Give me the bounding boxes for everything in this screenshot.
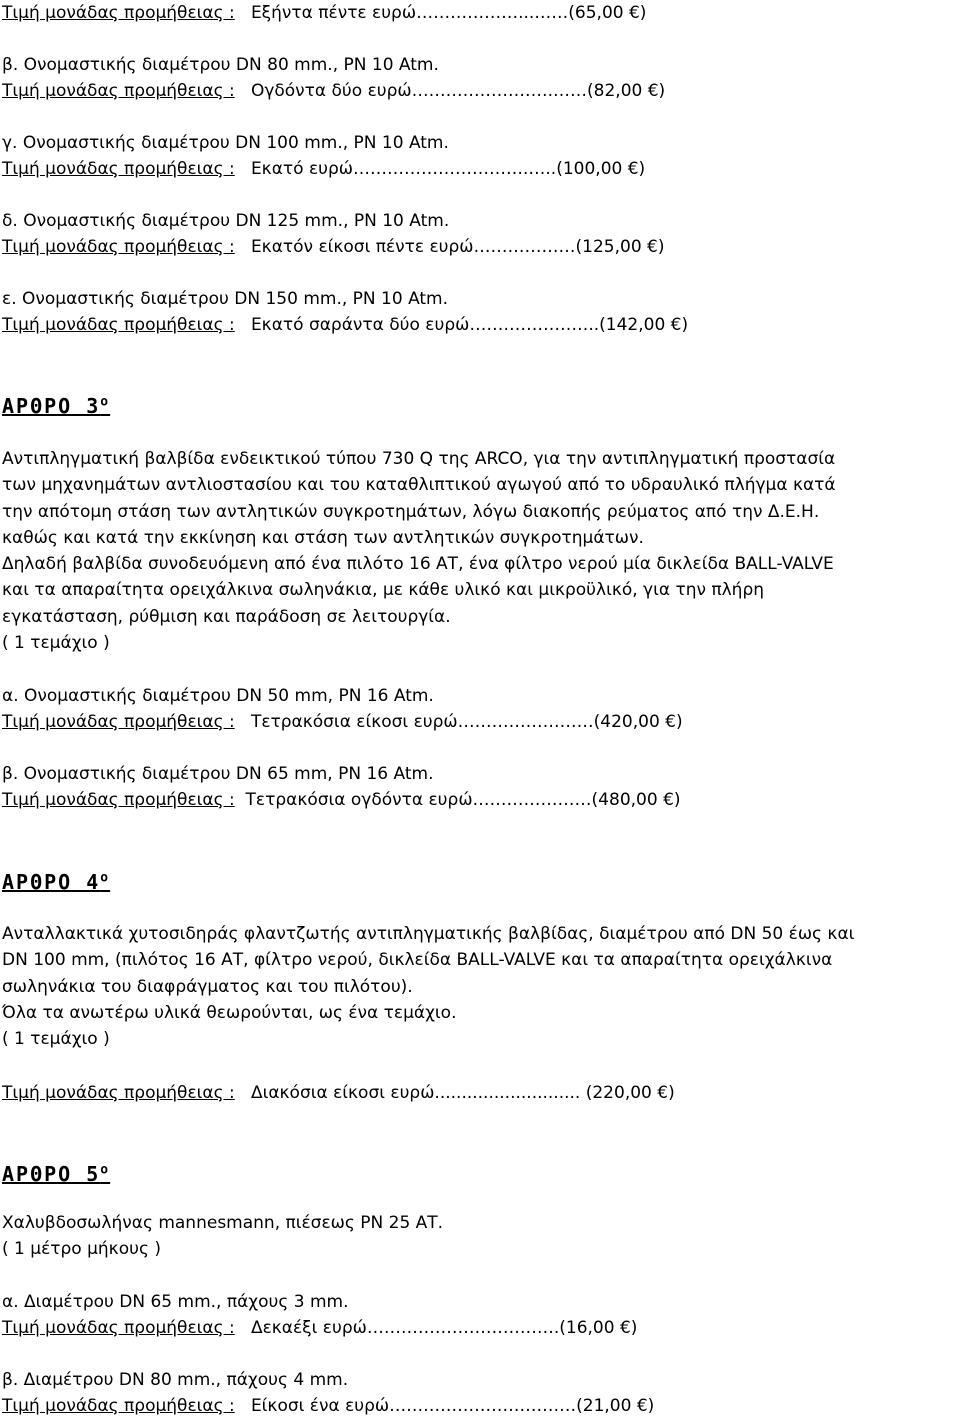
price-line [2,1318,637,1338]
price-text: Δεκαέξι ευρώ…………………………….(16,00 €) [250,1318,638,1338]
item-description: α. Ονομαστικής διαμέτρου DN 50 mm, PN 16 Atm. [2,686,434,706]
article-3-heading-text: ΑΡΘΡΟ $3^o$ [2,393,111,418]
item-description: γ. Ονομαστικής διαμέτρου DN 100 mm., PN 10 Atm. [2,133,449,153]
price-text: Τετρακόσια είκοσι ευρώ……………………(420,00 €) [250,712,683,732]
price-line [2,3,646,23]
item-description: δ. Ονομαστικής διαμέτρου DN 125 mm., PN 10 Atm. [2,211,450,231]
unit-price-label: Τιμή μονάδας προμήθειας : [2,1083,235,1103]
text-line: των μηχανημάτων αντλιοστασίου και του καταθλιπτικού αγωγού από το υδραυλικό πλήγμα κατά [2,475,836,496]
article-3-text [2,446,957,656]
unit-price-label: Τιμή μονάδας προμήθειας : [2,1396,235,1416]
item-description: ε. Ονομαστικής διαμέτρου DN 150 mm., PN 10 Atm. [2,289,449,309]
price-line [2,1083,675,1103]
text-line: Δηλαδή βαλβίδα συνοδευόμενη από ένα πιλότο 16 ΑΤ, ένα φίλτρο νερού μία δικλείδα BALL-VALVE [2,554,834,575]
price-text: Εκατόν είκοσι πέντε ευρώ………………(125,00 €) [250,237,665,257]
article-5-text [2,1210,957,1263]
text-line: Χαλυβδοσωλήνας mannesmann, πιέσεως ΡΝ 25 ΑΤ. [2,1213,444,1233]
text-line: Ανταλλακτικά χυτοσιδηράς φλαντζωτής αντιπληγματικής βαλβίδας, διαμέτρου από DN 50 έως και [2,924,855,944]
article-4-heading-text: ΑΡΘΡΟ $4^o$ [2,869,111,894]
article-3-heading [2,392,110,416]
unit-price-label: Τιμή μονάδας προμήθειας : [2,712,235,732]
price-line [2,1396,654,1416]
article-5-heading-text: ΑΡΘΡΟ $5^o$ [2,1161,111,1186]
text-line: εγκατάσταση, ρύθμιση και παράδοση σε λειτουργία. [2,606,451,627]
text-line: σωληνάκια του διαφράγματος και του πιλότου). [2,976,413,997]
text-line: και τα απαραίτητα ορειχάλκινα σωληνάκια, με κάθε υλικό και μικροϋλικό, για την πλήρη [2,580,765,601]
price-line [2,790,681,810]
unit-price-label: Τιμή μονάδας προμήθειας : [2,159,235,179]
text-line: την απότομη στάση των αντλητικών συγκροτημάτων, λόγω διακοπής ρεύματος από την Δ.Ε.Η. [2,501,820,522]
unit-price-label: Τιμή μονάδας προμήθειας : [2,3,235,23]
text-line: Αντιπληγματική βαλβίδα ενδεικτικού τύπου 730 Q της ARCO, για την αντιπληγματική προστασία [2,449,836,469]
text-line: ( 1 μέτρο μήκους ) [2,1239,161,1260]
unit-price-label: Τιμή μονάδας προμήθειας : [2,81,235,101]
price-line [2,81,665,101]
price-line [2,159,645,179]
price-text: Ογδόντα δύο ευρώ…………………….……(82,00 €) [250,81,666,101]
item-description: β. Διαμέτρου DN 80 mm., πάχους 4 mm. [2,1370,349,1390]
price-text: Εξήντα πέντε ευρώ………………...……(65,00 €) [250,3,647,23]
item-description: β. Ονομαστικής διαμέτρου DN 65 mm, PN 16 Atm. [2,764,434,784]
price-text: Είκοσι ένα ευρώ……………………………(21,00 €) [250,1396,655,1416]
price-line [2,315,688,335]
item-description: β. Ονομαστικής διαμέτρου DN 80 mm., PN 10 Atm. [2,55,439,75]
text-line: ( 1 τεμάχιο ) [2,1029,110,1050]
price-text: Εκατό σαράντα δύο ευρώ…………………..(142,00 €) [250,315,689,335]
unit-price-label: Τιμή μονάδας προμήθειας : [2,1318,235,1338]
item-description: α. Διαμέτρου DN 65 mm., πάχους 3 mm. [2,1292,349,1312]
text-line: DN 100 mm, (πιλότος 16 ΑΤ, φίλτρο νερού, δικλείδα BALL-VALVE και τα απαραίτητα ορειχάλκινα [2,950,833,971]
price-text: Τετρακόσια ογδόντα ευρώ…………………(480,00 €) [245,790,681,810]
article-4-text [2,921,957,1052]
text-line: καθώς και κατά την εκκίνηση και στάση των αντλητικών συγκροτημάτων. [2,527,644,548]
article-5-heading [2,1160,110,1184]
price-line [2,237,665,257]
unit-price-label: Τιμή μονάδας προμήθειας : [2,315,235,335]
article-4-heading [2,868,110,892]
price-text: Διακόσια είκοσι ευρώ........................... (220,00 €) [250,1083,675,1103]
price-text: Εκατό ευρώ………………………….…..(100,00 €) [250,159,646,179]
unit-price-label: Τιμή μονάδας προμήθειας : [2,790,235,810]
price-line [2,712,683,732]
text-line: ( 1 τεμάχιο ) [2,633,110,654]
text-line: Όλα τα ανωτέρω υλικά θεωρούνται, ως ένα τεμάχιο. [2,1002,457,1023]
unit-price-label: Τιμή μονάδας προμήθειας : [2,237,235,257]
